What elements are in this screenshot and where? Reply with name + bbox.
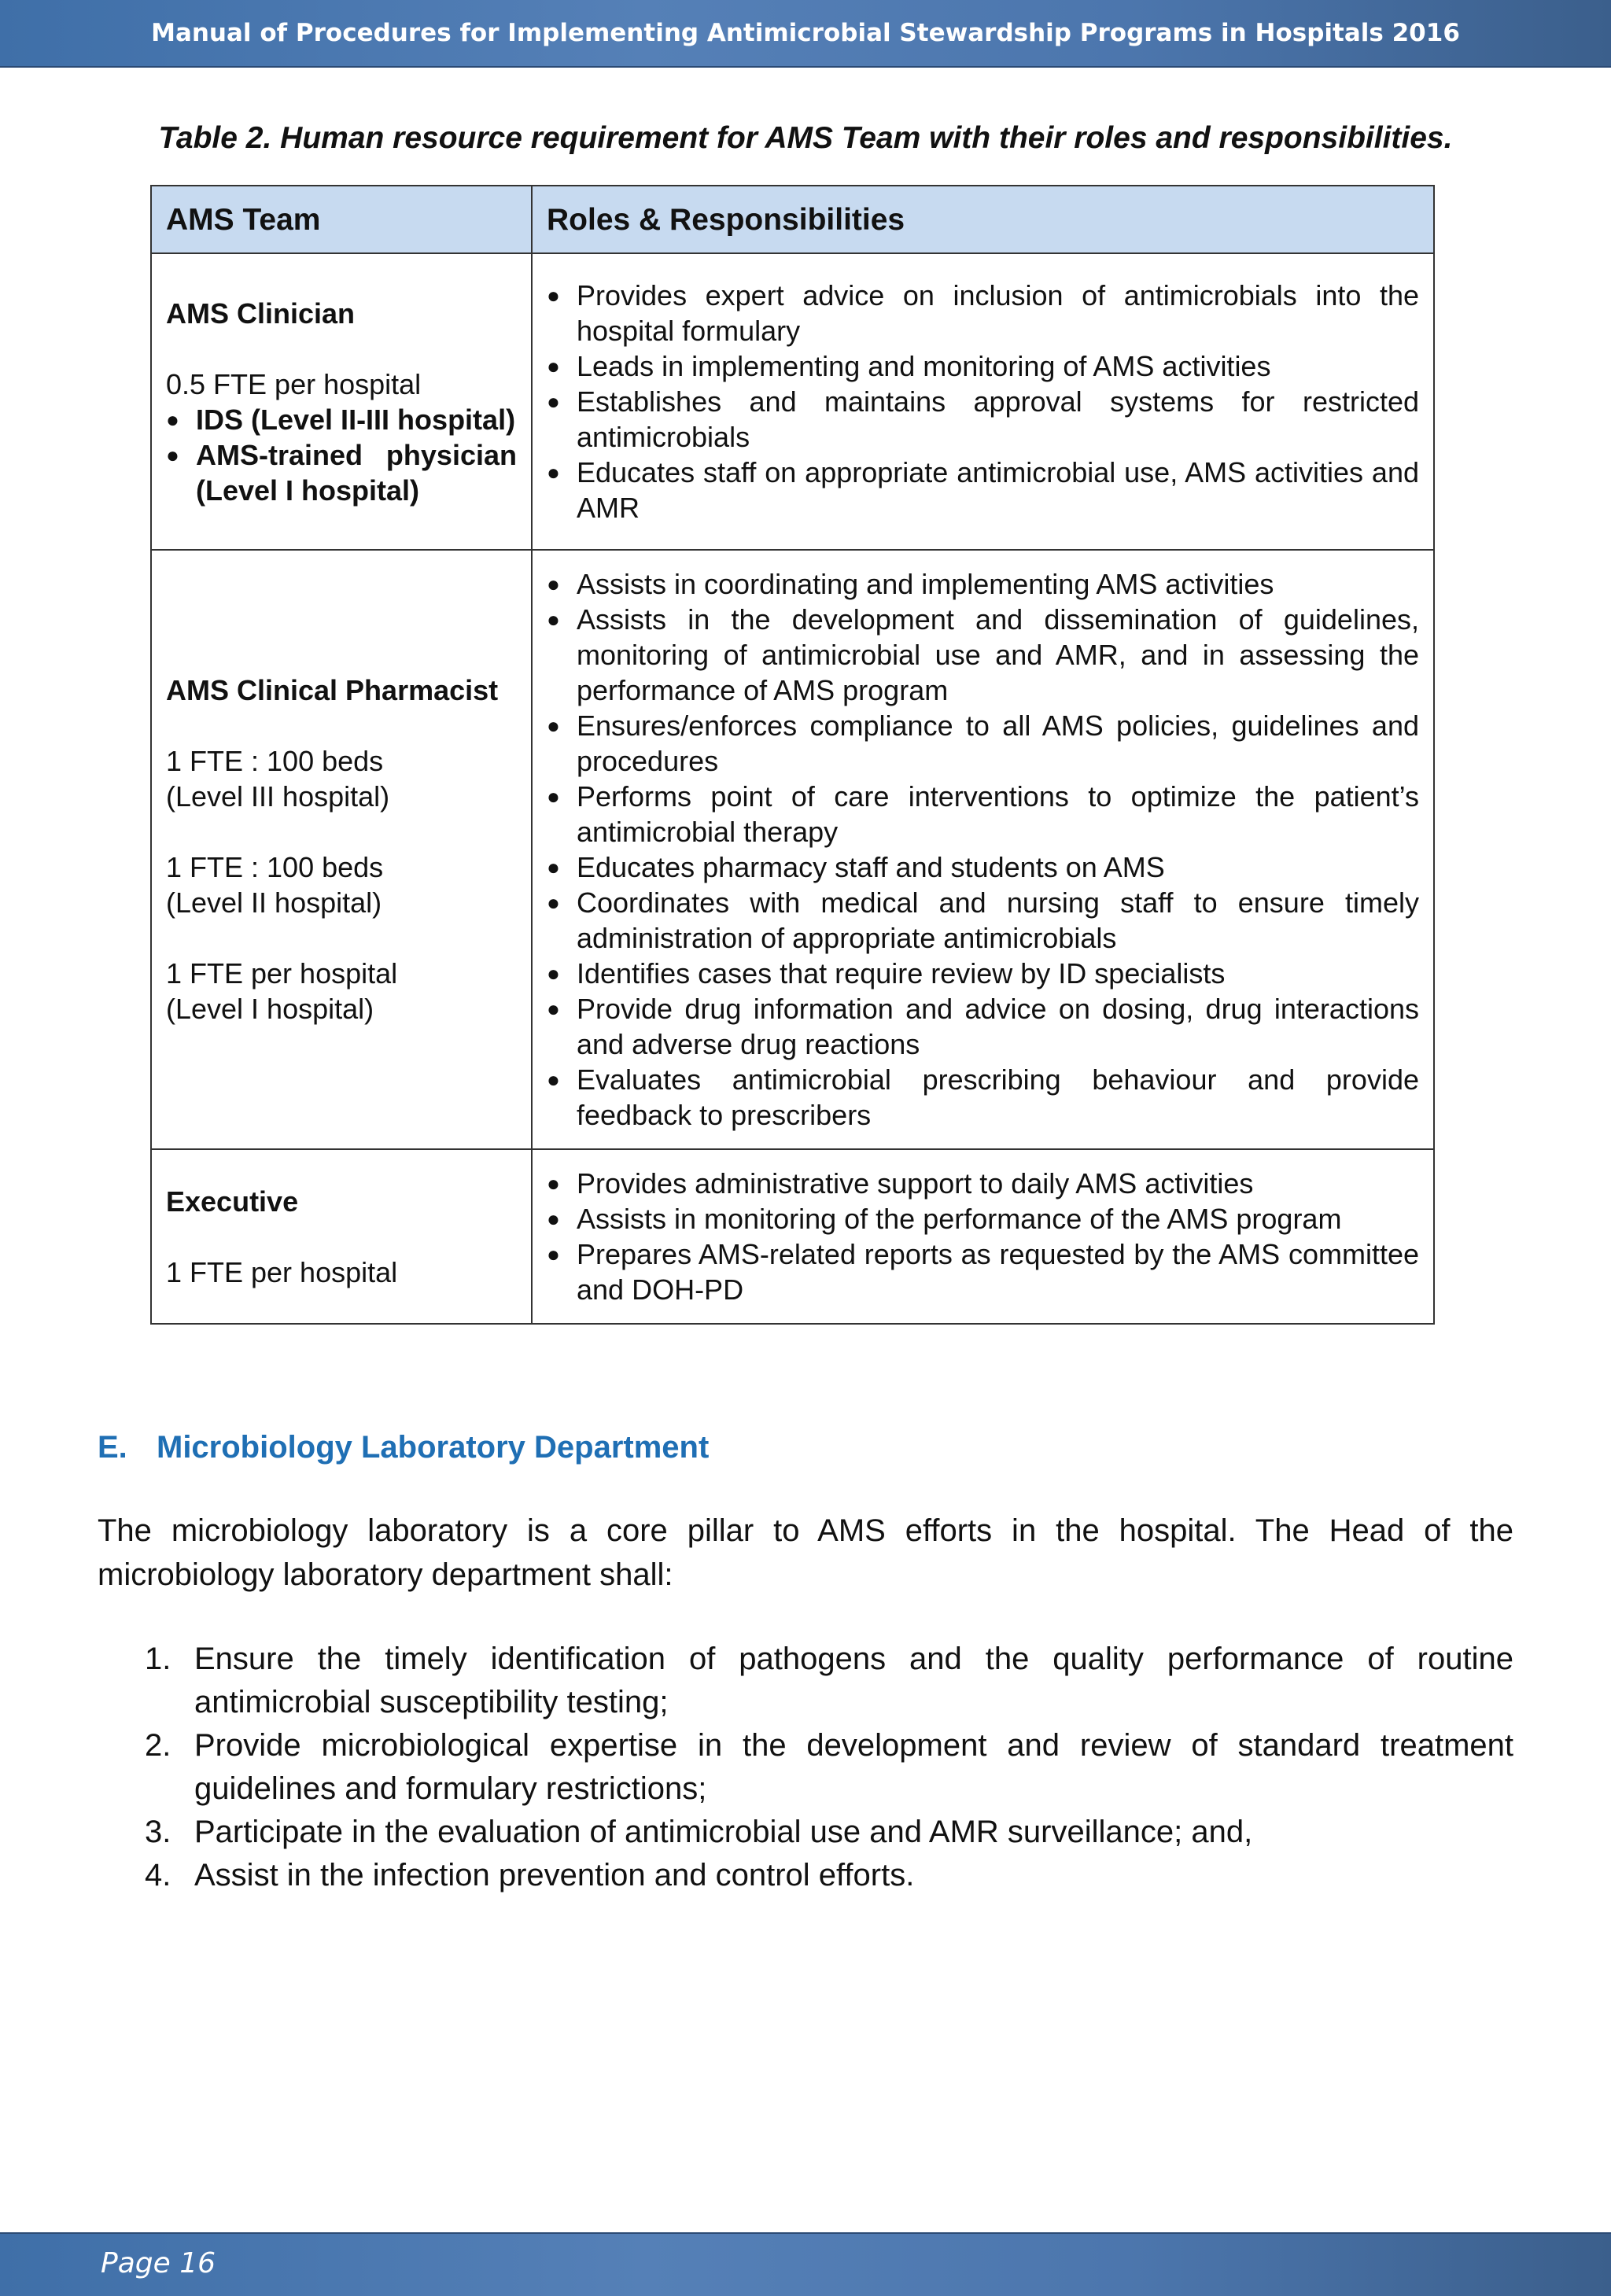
- role-item: ● Assists in the development and dissemination of guidelines, monitoring of antimicrobial use and AMR, and in assessing the performance of AMS program: [547, 602, 1419, 708]
- roles-list: [547, 566, 1419, 1133]
- team-sub-item: ● AMS-trained physician (Level I hospital): [166, 437, 517, 508]
- roles-cell: [532, 253, 1434, 550]
- duty-item: [142, 1854, 1513, 1897]
- team-cell: [151, 253, 532, 550]
- duty-item: [142, 1724, 1513, 1811]
- role-item: ● Identifies cases that require review by ID specialists: [547, 956, 1419, 991]
- table-row-ams-clinical-pharmacist: [151, 550, 1434, 1149]
- team-name: Executive: [166, 1185, 299, 1218]
- roles-cell: [532, 1149, 1434, 1324]
- page-number: Page 16: [101, 2247, 216, 2279]
- table-row-executive: [151, 1149, 1434, 1324]
- roles-list: [547, 1166, 1419, 1307]
- role-item: ● Coordinates with medical and nursing staff to ensure timely administration of appropriate antimicrobials: [547, 885, 1419, 956]
- team-ratio-level: (Level II hospital): [166, 886, 382, 919]
- section-title-text: Microbiology Laboratory Department: [157, 1430, 710, 1465]
- column-header-team: AMS Team: [151, 186, 532, 253]
- duty-text: Assist in the infection prevention and control efforts.: [194, 1858, 915, 1892]
- section-intro-paragraph: The microbiology laboratory is a core pillar to AMS efforts in the hospital. The Head of the microbiology laboratory department shall:: [98, 1513, 1513, 1592]
- duty-text: Ensure the timely identification of pathogens and the quality performance of routine antimicrobial susceptibility testing;: [194, 1642, 1513, 1719]
- team-ratio-fte: 1 FTE : 100 beds: [166, 745, 384, 777]
- team-cell: [151, 550, 532, 1149]
- team-name: AMS Clinician: [166, 297, 356, 330]
- table-row-ams-clinician: [151, 253, 1434, 550]
- footer-band: [0, 2232, 1611, 2296]
- duty-text: Provide microbiological expertise in the development and review of standard treatment guidelines and formulary restrictions;: [194, 1728, 1513, 1806]
- role-item: ● Ensures/enforces compliance to all AMS policies, guidelines and procedures: [547, 708, 1419, 779]
- team-ratio-level: (Level III hospital): [166, 780, 390, 813]
- duty-text: Participate in the evaluation of antimicrobial use and AMR surveillance; and,: [194, 1815, 1253, 1849]
- team-ratio-fte: 1 FTE : 100 beds: [166, 851, 384, 883]
- role-item: ● Educates pharmacy staff and students on AMS: [547, 849, 1419, 885]
- role-item: ● Assists in coordinating and implementing AMS activities: [547, 566, 1419, 602]
- ams-team-table: [150, 185, 1435, 1325]
- role-item: ● Performs point of care interventions to optimize the patient’s antimicrobial therapy: [547, 779, 1419, 849]
- duties-list: [142, 1638, 1513, 1897]
- role-item: ● Educates staff on appropriate antimicrobial use, AMS activities and AMR: [547, 455, 1419, 525]
- team-requirement: 0.5 FTE per hospital: [166, 367, 422, 400]
- role-item: ● Assists in monitoring of the performance of the AMS program: [547, 1201, 1419, 1236]
- team-requirement: 1 FTE per hospital: [166, 1255, 398, 1288]
- team-ratio-fte: 1 FTE per hospital: [166, 957, 398, 990]
- role-item: ● Establishes and maintains approval systems for restricted antimicrobials: [547, 384, 1419, 455]
- duty-item: [142, 1811, 1513, 1854]
- role-item: ● Provide drug information and advice on dosing, drug interactions and adverse drug reactions: [547, 991, 1419, 1062]
- duty-item: [142, 1638, 1513, 1724]
- role-item: ● Evaluates antimicrobial prescribing behaviour and provide feedback to prescribers: [547, 1062, 1419, 1133]
- duty-number: 2.: [145, 1728, 171, 1763]
- roles-list: [547, 278, 1419, 525]
- document-header-title: Manual of Procedures for Implementing Antimicrobial Stewardship Programs in Hospitals 2016: [151, 19, 1460, 47]
- team-cell: [151, 1149, 532, 1324]
- section-letter: E.: [98, 1430, 127, 1465]
- roles-cell: [532, 550, 1434, 1149]
- role-item: ● Leads in implementing and monitoring of AMS activities: [547, 348, 1419, 384]
- section-heading: [98, 1430, 709, 1465]
- role-item: ● Prepares AMS-related reports as requested by the AMS committee and DOH-PD: [547, 1236, 1419, 1307]
- team-ratio-level: (Level I hospital): [166, 993, 374, 1025]
- table-header-row: [151, 186, 1434, 253]
- duty-number: 4.: [145, 1858, 171, 1892]
- duty-number: 3.: [145, 1815, 171, 1849]
- role-item: ● Provides expert advice on inclusion of antimicrobials into the hospital formulary: [547, 278, 1419, 348]
- column-header-roles: Roles & Responsibilities: [532, 186, 1434, 253]
- team-sub-item: ● IDS (Level II-III hospital): [166, 402, 517, 437]
- team-sub-list: [166, 402, 517, 508]
- duty-number: 1.: [145, 1642, 171, 1676]
- team-name: AMS Clinical Pharmacist: [166, 674, 499, 706]
- table-caption: Table 2. Human resource requirement for AMS Team with their roles and responsibilities.: [158, 121, 1453, 155]
- role-item: ● Provides administrative support to daily AMS activities: [547, 1166, 1419, 1201]
